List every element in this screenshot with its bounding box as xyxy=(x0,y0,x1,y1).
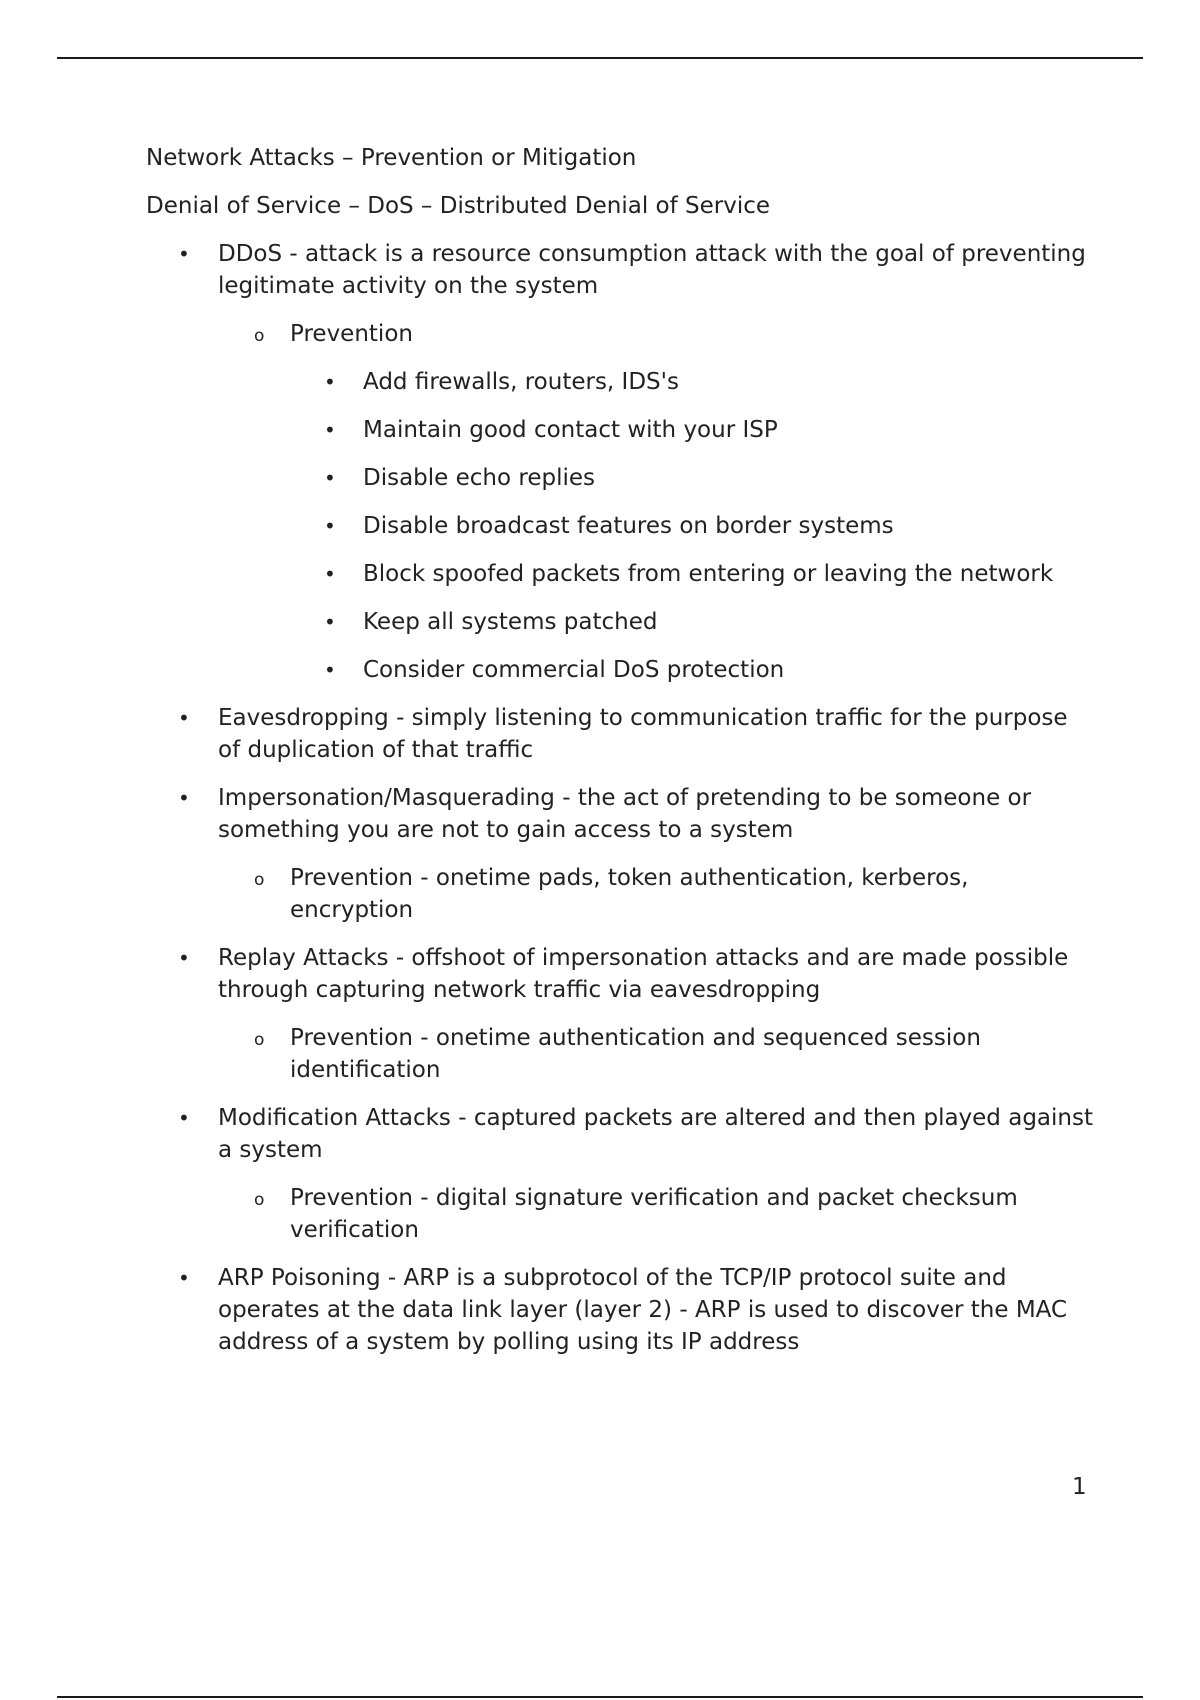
list-item-text: Disable broadcast features on border systems xyxy=(363,513,894,539)
list-item-prevention-6 xyxy=(146,606,1093,638)
list-item-text: Block spoofed packets from entering or leaving the network xyxy=(363,561,1054,587)
list-item-replay-prevention xyxy=(146,1022,1090,1086)
bullet-icon: • xyxy=(324,418,336,442)
bullet-icon: • xyxy=(324,466,336,490)
list-item-replay xyxy=(146,942,1093,1006)
list-item-text: Maintain good contact with your ISP xyxy=(363,417,778,443)
page-number: 1 xyxy=(1072,1474,1087,1500)
list-item-text: Prevention xyxy=(290,321,413,347)
circle-bullet-icon: o xyxy=(254,870,265,890)
list-item-ddos xyxy=(146,238,1093,302)
list-item-prevention-5 xyxy=(146,558,1093,590)
list-item-text: Impersonation/Masquerading - the act of pretending to be someone or something you are not to gain access to a system xyxy=(218,785,1032,843)
list-item-prevention-2 xyxy=(146,414,1093,446)
bullet-icon: • xyxy=(178,786,190,810)
list-item-impersonation-prevention xyxy=(146,862,1090,926)
bullet-icon: • xyxy=(324,658,336,682)
bullet-icon: • xyxy=(324,562,336,586)
list-item-text: Prevention - onetime pads, token authentication, kerberos, encryption xyxy=(290,865,969,923)
circle-bullet-icon: o xyxy=(254,1030,265,1050)
bullet-icon: • xyxy=(324,370,336,394)
list-item-text: Replay Attacks - offshoot of impersonation attacks and are made possible through capturing network traffic via eavesdropping xyxy=(218,945,1069,1003)
list-item-text: Eavesdropping - simply listening to communication traffic for the purpose of duplication of that traffic xyxy=(218,705,1068,763)
list-item-prevention-4 xyxy=(146,510,1093,542)
list-item-arp xyxy=(146,1262,1093,1358)
list-item-prevention-1 xyxy=(146,366,1093,398)
bullet-icon: • xyxy=(178,1266,190,1290)
list-item-text: Consider commercial DoS protection xyxy=(363,657,785,683)
list-item-ddos-prevention xyxy=(146,318,1090,350)
list-item-modification-prevention xyxy=(146,1182,1090,1246)
document-title: Network Attacks – Prevention or Mitigation xyxy=(146,145,637,171)
list-item-text: DDoS - attack is a resource consumption attack with the goal of preventing legitimate activity on the system xyxy=(218,241,1086,299)
list-item-text: Add firewalls, routers, IDS's xyxy=(363,369,679,395)
list-item-eavesdropping xyxy=(146,702,1093,766)
list-item-modification xyxy=(146,1102,1093,1166)
bullet-icon: • xyxy=(178,1106,190,1130)
bullet-icon: • xyxy=(178,706,190,730)
bullet-icon: • xyxy=(178,946,190,970)
document-subtitle: Denial of Service – DoS – Distributed Denial of Service xyxy=(146,193,771,219)
list-item-impersonation xyxy=(146,782,1093,846)
list-item-text: Modification Attacks - captured packets are altered and then played against a system xyxy=(218,1105,1093,1163)
header-rule xyxy=(57,57,1143,59)
circle-bullet-icon: o xyxy=(254,1190,265,1210)
bullet-icon: • xyxy=(178,242,190,266)
document-body xyxy=(146,142,1093,1374)
list-item-text: Prevention - onetime authentication and sequenced session identification xyxy=(290,1025,981,1083)
list-item-prevention-7 xyxy=(146,654,1093,686)
list-item-text: Prevention - digital signature verification and packet checksum verification xyxy=(290,1185,1018,1243)
list-item-prevention-3 xyxy=(146,462,1093,494)
footer-rule xyxy=(57,1696,1143,1698)
bullet-icon: • xyxy=(324,514,336,538)
list-item-text: ARP Poisoning - ARP is a subprotocol of the TCP/IP protocol suite and operates at the data link layer (layer 2) - ARP is used to discover the MAC address of a system by polling using its IP address xyxy=(218,1265,1068,1355)
circle-bullet-icon: o xyxy=(254,326,265,346)
list-item-text: Keep all systems patched xyxy=(363,609,658,635)
list-item-text: Disable echo replies xyxy=(363,465,595,491)
bullet-icon: • xyxy=(324,610,336,634)
